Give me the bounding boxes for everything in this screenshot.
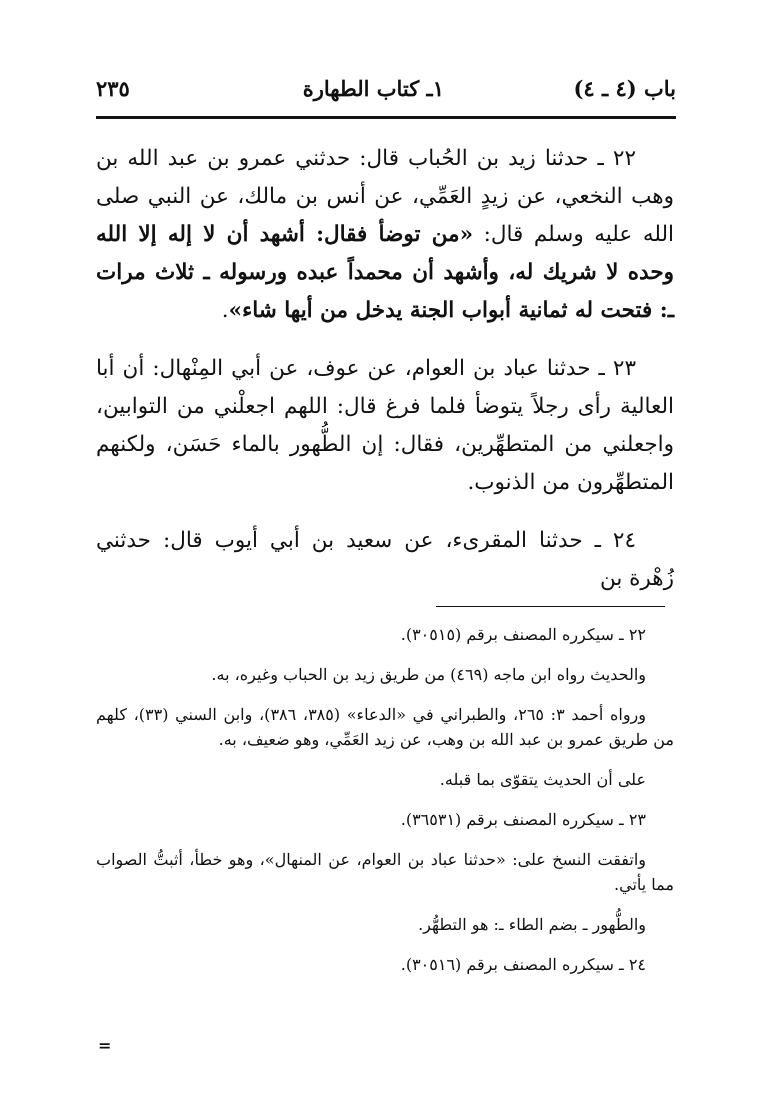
footnote-item: ٢٤ ـ سيكرره المصنف برقم (٣٠٥١٦). xyxy=(400,955,646,974)
running-header xyxy=(96,76,676,116)
main-text xyxy=(96,140,674,598)
book-title: ١ـ كتاب الطهارة xyxy=(302,76,444,101)
page-number: ٢٣٥ xyxy=(96,76,130,101)
continuation-mark: = xyxy=(98,1036,112,1055)
hadith-23: ٢٣ ـ حدثنا عباد بن العوام، عن عوف، عن أبي المِنْهال: أن أبا العالية رأى رجلاً يتوضأ فلما فرغ قال: اللهم اجعلْني من التوابين، واجعلني من المتطهِّرين، فقال: إن الطُّهور بالماء حَسَن، ولكنهم المتطهِّرون من الذنوب. xyxy=(96,356,674,495)
chapter-heading: باب (٤ ـ ٤) xyxy=(573,76,676,101)
hadith-22-quote: «من توضأ فقال: أشهد أن لا إله إلا الله وحده لا شريك له، وأشهد أن محمداً عبده ورسوله ـ ثلاث مرات ـ: فتحت له ثمانية أبواب الجنة يدخل من أيها شاء» xyxy=(96,222,674,323)
hadith-22-end: . xyxy=(221,298,229,323)
footnote-item: ورواه أحمد ٣: ٢٦٥، والطبراني في «الدعاء» (٣٨٥، ٣٨٦)، وابن السني (٣٣)، كلهم من طريق عمرو بن عبد الله بن وهب، عن زيد العَمِّي، وهو ضعيف، به. xyxy=(96,705,674,749)
footnote-divider xyxy=(436,606,665,607)
hadith-24: ٢٤ ـ حدثنا المقرىء، عن سعيد بن أبي أيوب قال: حدثني زُهْرة بن xyxy=(96,528,674,591)
header-divider xyxy=(96,116,676,119)
hadith-22 xyxy=(96,140,674,330)
footnotes xyxy=(96,622,674,992)
footnote-item: ٢٢ ـ سيكرره المصنف برقم (٣٠٥١٥). xyxy=(400,625,646,644)
footnote-item: والحديث رواه ابن ماجه (٤٦٩) من طريق زيد بن الحباب وغيره، به. xyxy=(211,665,646,684)
footnote-item: ٢٣ ـ سيكرره المصنف برقم (٣٦٥٣١). xyxy=(400,810,646,829)
footnote-item: والطُّهور ـ بضم الطاء ـ: هو التطهُّر. xyxy=(418,915,646,934)
footnote-item: واتفقت النسخ على: «حدثنا عباد بن العوام، عن المنهال»، وهو خطأ، أثبتُّ الصواب مما يأتي. xyxy=(96,850,674,894)
hadith-22-intro: ٢٢ ـ حدثنا زيد بن الحُباب قال: حدثني عمرو بن عبد الله بن وهب النخعي، عن زيدٍ العَمِّي، عن أنس بن مالك، عن النبي صلى الله عليه وسلم قال: xyxy=(96,146,674,247)
footnote-item: على أن الحديث يتقوّى بما قبله. xyxy=(439,770,646,789)
